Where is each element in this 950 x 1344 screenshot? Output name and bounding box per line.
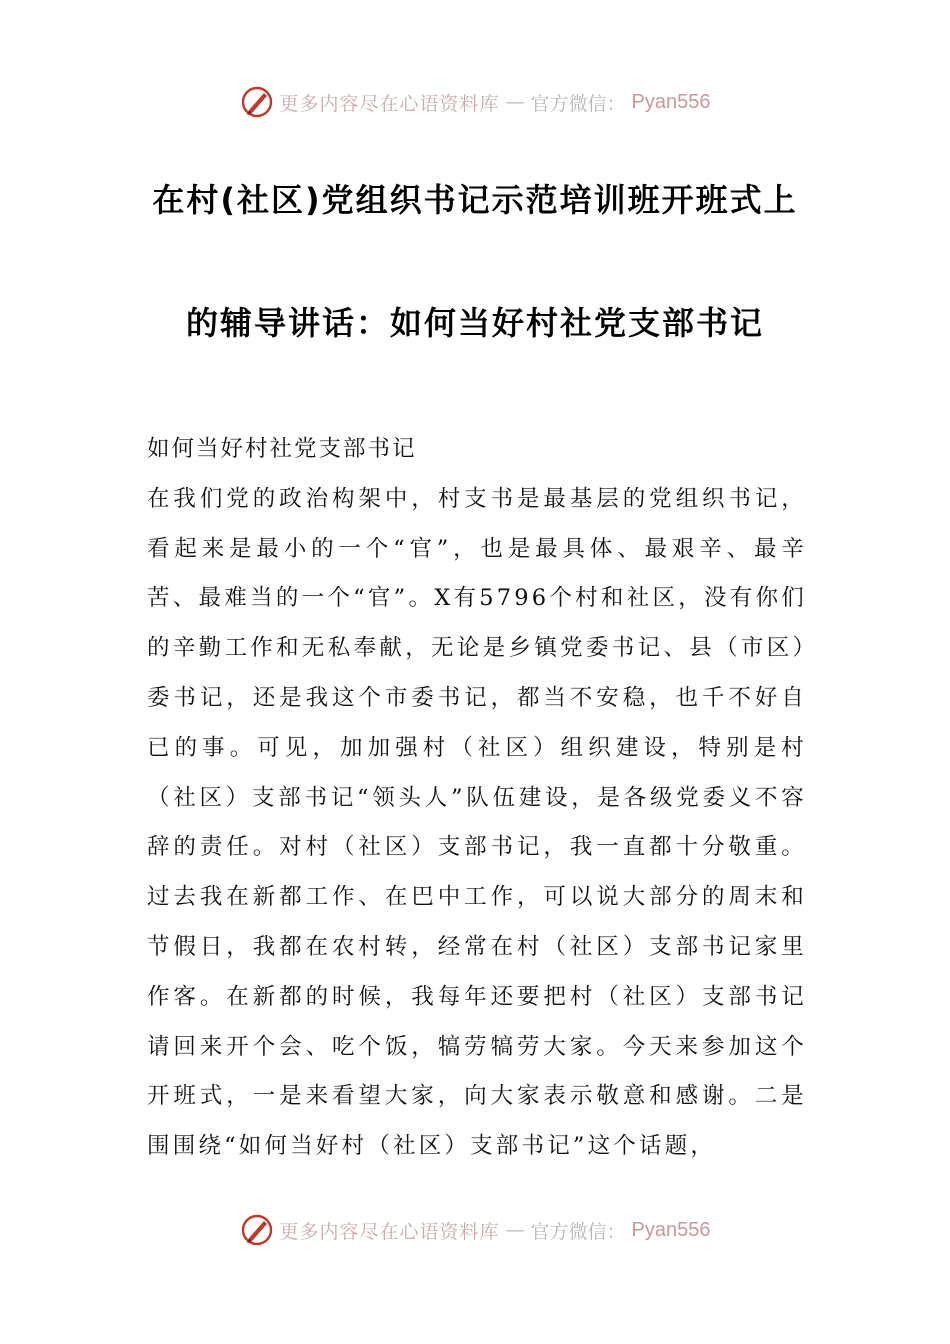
footer-watermark: [0, 1210, 950, 1250]
watermark-text: 更多内容尽在心语资料库: [279, 1220, 500, 1243]
watermark-text: 更多内容尽在心语资料库: [279, 92, 500, 115]
pen-logo-icon: [240, 85, 274, 119]
watermark-official-label: 官方微信：: [530, 92, 626, 115]
document-paragraph: 在我们党的政治构架中，村支书是最基层的党组织书记，看起来是最小的一个“官”，也是最具体、最艰辛、最辛苦、最难当的一个“官”。X有5796个村和社区，没有你们的辛勤工作和无私奉献，无论是乡镇党委书记、县（市区）委书记，还是我这个市委书记，都当不安稳，也千不好自已的事。可见，加加强村（社区）组织建设，特别是村（社区）支部书记“领头人”队伍建设，是各级党委义不容辞的责任。对村（社区）支部书记，我一直都十分敬重。过去我在新都工作、在巴中工作，可以说大部分的周末和节假日，我都在农村转，经常在村（社区）支部书记家里作客。在新都的时候，我每年还要把村（社区）支部书记请回来开个会、吃个饭，犒劳犒劳大家。今天来参加这个开班式，一是来看望大家，向大家表示敬意和感谢。二是围围绕“如何当好村（社区）支部书记”这个话题，: [147, 485, 807, 1160]
header-watermark: [0, 82, 950, 122]
watermark-official-label: 官方微信：: [530, 1220, 626, 1243]
watermark-separator: —: [505, 91, 525, 113]
watermark-wechat-id: Pyan556: [631, 1218, 711, 1241]
watermark-separator: —: [505, 1219, 525, 1241]
pen-logo-icon: [240, 1213, 274, 1247]
watermark-wechat-id: Pyan556: [631, 90, 711, 113]
document-body: [147, 425, 807, 1172]
document-title-line-2: 的辅导讲话：如何当好村社党支部书记: [185, 304, 764, 342]
document-title-line-1: 在村(社区)党组织书记示范培训班开班式上: [152, 181, 798, 219]
document-subheading: 如何当好村社党支部书记: [147, 436, 417, 462]
